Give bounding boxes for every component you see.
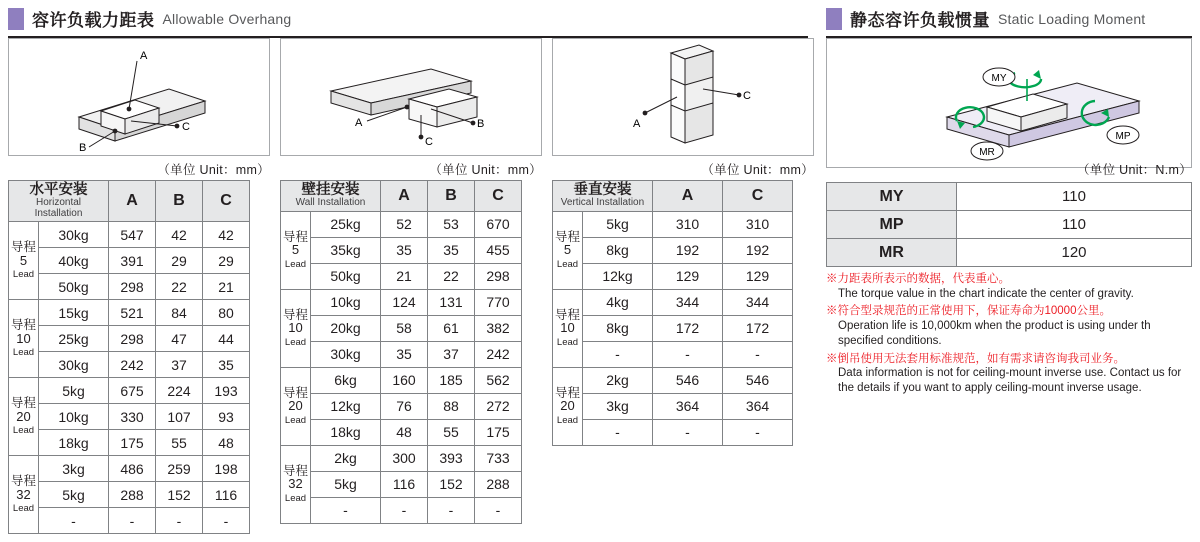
table-row [9, 482, 250, 508]
value-c: 29 [203, 248, 250, 274]
section-marker-bar [8, 8, 24, 30]
table-row [281, 315, 522, 341]
load-cell: 12kg [583, 263, 653, 289]
value-a: 344 [653, 289, 723, 315]
value-a: 35 [381, 341, 428, 367]
value-c: - [723, 419, 793, 445]
svg-text:MP: MP [1115, 131, 1131, 142]
value-c: 116 [203, 482, 250, 508]
value-c: - [203, 508, 250, 534]
lead-value: 32 [288, 476, 303, 492]
lead-group-10 [9, 300, 39, 378]
load-cell: 50kg [311, 263, 381, 289]
load-cell: 3kg [39, 456, 109, 482]
value-c: 93 [203, 404, 250, 430]
value-a: 116 [381, 471, 428, 497]
value-a: 192 [653, 237, 723, 263]
lead-label-en: Lead [12, 425, 35, 437]
lead-group-5 [281, 211, 311, 289]
value-b: 37 [156, 352, 203, 378]
table-row [9, 248, 250, 274]
load-cell: - [311, 497, 381, 523]
svg-text:MR: MR [979, 147, 995, 158]
lead-label-en: Lead [284, 336, 307, 348]
value-c: 288 [475, 471, 522, 497]
load-cell: - [39, 508, 109, 534]
value-b: 107 [156, 404, 203, 430]
load-cell: 25kg [311, 211, 381, 237]
value-a: 172 [653, 315, 723, 341]
lead-group-5 [553, 211, 583, 289]
load-cell: - [583, 419, 653, 445]
value-c: 193 [203, 378, 250, 404]
value-c: 770 [475, 289, 522, 315]
value-c: 455 [475, 237, 522, 263]
lead-group-32 [281, 445, 311, 523]
lead-value: 5 [291, 242, 300, 258]
load-cell: 6kg [311, 367, 381, 393]
table-row [9, 430, 250, 456]
table-title-cn: 垂直安装 [573, 182, 632, 198]
lead-group-10 [553, 289, 583, 367]
value-c: 192 [723, 237, 793, 263]
svg-text:C: C [182, 121, 190, 133]
lead-group-20 [281, 367, 311, 445]
value-a: 288 [109, 482, 156, 508]
value-a: - [653, 419, 723, 445]
value-b: 152 [428, 471, 475, 497]
lead-group-20 [9, 378, 39, 456]
lead-label-cn: 导程 [282, 463, 308, 478]
value-a: 521 [109, 300, 156, 326]
load-cell: 5kg [39, 378, 109, 404]
load-cell: 10kg [311, 289, 381, 315]
value-c: 310 [723, 211, 793, 237]
value-a: 330 [109, 404, 156, 430]
section-title-cn: 静态容许负载惯量 [850, 11, 990, 30]
svg-text:A: A [633, 118, 641, 130]
load-cell: 25kg [39, 326, 109, 352]
value-b: 55 [428, 419, 475, 445]
lead-group-20 [553, 367, 583, 445]
lead-group-32 [9, 456, 39, 534]
note-cn: ※符合型录规范的正常使用下，保证寿命为10000公里。 [826, 305, 1111, 318]
value-b: 152 [156, 482, 203, 508]
diagram-vertical-installation [552, 38, 814, 156]
table-row [281, 393, 522, 419]
value-c: 48 [203, 430, 250, 456]
table-title-en: Wall Installation [295, 197, 366, 209]
value-b: - [156, 508, 203, 534]
value-c: 272 [475, 393, 522, 419]
table-header-row [9, 181, 250, 222]
table-title-cn: 水平安装 [29, 182, 88, 198]
value-a: 242 [109, 352, 156, 378]
table-row [281, 367, 522, 393]
unit-label-horizontal: （单位 Unit：mm） [157, 163, 270, 177]
section-title-en: Allowable Overhang [162, 10, 292, 27]
value-b: 42 [156, 222, 203, 248]
note-en: Operation life is 10,000km when the product is using under th specified conditions. [838, 320, 1151, 347]
lead-label-cn: 导程 [10, 318, 36, 333]
value-a: - [381, 497, 428, 523]
value-a: 298 [109, 274, 156, 300]
table-row [281, 471, 522, 497]
lead-value: 10 [16, 330, 31, 346]
table-title-en: Vertical Installation [560, 197, 645, 209]
value-b: 55 [156, 430, 203, 456]
load-cell: 2kg [583, 367, 653, 393]
lead-label-cn: 导程 [282, 307, 308, 322]
svg-text:C: C [743, 90, 751, 102]
load-cell: 15kg [39, 300, 109, 326]
lead-label-en: Lead [556, 414, 579, 426]
note-en: Data information is not for ceiling-mount inverse use. Contact us for the details if you want to apply ceiling-mount inverse usage. [838, 367, 1182, 395]
value-a: 52 [381, 211, 428, 237]
load-cell: - [583, 341, 653, 367]
table-row [281, 263, 522, 289]
table-title-wall [281, 181, 381, 212]
table-row [553, 211, 793, 237]
column-header-a: A [109, 181, 156, 222]
value-b: 61 [428, 315, 475, 341]
table-horizontal-installation [8, 180, 250, 534]
moment-label-my: MY [827, 183, 957, 211]
load-cell: 50kg [39, 274, 109, 300]
value-a: 547 [109, 222, 156, 248]
table-title-en: Horizontal Installation [34, 197, 83, 219]
unit-label-moment: （单位 Unit：N.m） [1076, 163, 1192, 177]
table-title-cn: 壁挂安装 [301, 182, 360, 198]
value-c: 198 [203, 456, 250, 482]
svg-text:C: C [425, 136, 433, 148]
lead-label-en: Lead [556, 336, 579, 348]
lead-value: 10 [288, 320, 303, 336]
load-cell: 10kg [39, 404, 109, 430]
section-header-static-loading-moment [826, 6, 1192, 38]
table-row [9, 222, 250, 248]
lead-label-en: Lead [556, 258, 579, 270]
table-row [281, 211, 522, 237]
value-c: 344 [723, 289, 793, 315]
table-header-row [553, 181, 793, 212]
load-cell: 40kg [39, 248, 109, 274]
lead-value: 20 [288, 398, 303, 414]
table-row [553, 393, 793, 419]
table-row [9, 274, 250, 300]
lead-group-5 [9, 222, 39, 300]
note-item [826, 272, 1198, 301]
load-cell: 5kg [583, 211, 653, 237]
value-a: 298 [109, 326, 156, 352]
table-row [281, 341, 522, 367]
value-b: 22 [156, 274, 203, 300]
table-row [281, 445, 522, 471]
value-c: - [723, 341, 793, 367]
lead-group-10 [281, 289, 311, 367]
value-c: 21 [203, 274, 250, 300]
note-item [826, 304, 1198, 348]
table-row [9, 508, 250, 534]
lead-label-en: Lead [284, 258, 307, 270]
lead-label-cn: 导程 [10, 240, 36, 255]
load-cell: 3kg [583, 393, 653, 419]
value-a: 675 [109, 378, 156, 404]
value-b: 37 [428, 341, 475, 367]
svg-text:B: B [79, 142, 87, 154]
table-row [281, 289, 522, 315]
lead-label-cn: 导程 [282, 385, 308, 400]
load-cell: 5kg [311, 471, 381, 497]
svg-text:MY: MY [991, 73, 1007, 84]
svg-text:A: A [140, 50, 148, 62]
column-header-b: B [156, 181, 203, 222]
value-a: 391 [109, 248, 156, 274]
table-row [553, 367, 793, 393]
column-header-c: C [723, 181, 793, 212]
table-title-vertical [553, 181, 653, 212]
load-cell: 30kg [39, 352, 109, 378]
value-a: 546 [653, 367, 723, 393]
load-cell: 2kg [311, 445, 381, 471]
load-cell: 8kg [583, 237, 653, 263]
value-c: 298 [475, 263, 522, 289]
unit-label-wall: （单位 Unit：mm） [429, 163, 542, 177]
diagram-horizontal-installation [8, 38, 270, 156]
value-a: - [109, 508, 156, 534]
load-cell: 30kg [311, 341, 381, 367]
note-en: The torque value in the chart indicate the center of gravity. [838, 287, 1134, 300]
value-c: 733 [475, 445, 522, 471]
value-a: 58 [381, 315, 428, 341]
value-b: - [428, 497, 475, 523]
lead-label-cn: 导程 [282, 229, 308, 244]
value-c: 35 [203, 352, 250, 378]
diagram-wall-installation [280, 38, 542, 156]
value-c: 382 [475, 315, 522, 341]
table-row [553, 289, 793, 315]
load-cell: 18kg [311, 419, 381, 445]
column-header-b: B [428, 181, 475, 212]
table-row [553, 263, 793, 289]
lead-label-cn: 导程 [10, 474, 36, 489]
value-a: 35 [381, 237, 428, 263]
value-c: 80 [203, 300, 250, 326]
value-a: 48 [381, 419, 428, 445]
table-row [553, 237, 793, 263]
table-header-row [281, 181, 522, 212]
lead-label-en: Lead [12, 347, 35, 359]
table-row [827, 183, 1192, 211]
load-cell: 30kg [39, 222, 109, 248]
value-a: 160 [381, 367, 428, 393]
table-row [281, 237, 522, 263]
column-header-c: C [203, 181, 250, 222]
value-c: 670 [475, 211, 522, 237]
value-b: 47 [156, 326, 203, 352]
svg-text:B: B [477, 118, 485, 130]
svg-text:A: A [355, 117, 363, 129]
table-title-horizontal [9, 181, 109, 222]
value-c: 175 [475, 419, 522, 445]
value-c: 562 [475, 367, 522, 393]
column-header-c: C [475, 181, 522, 212]
lead-value: 5 [563, 242, 572, 258]
moment-value-mr: 120 [957, 239, 1192, 267]
load-cell: 5kg [39, 482, 109, 508]
lead-label-en: Lead [284, 492, 307, 504]
lead-value: 20 [560, 398, 575, 414]
value-b: 84 [156, 300, 203, 326]
value-a: 76 [381, 393, 428, 419]
note-cn: ※倒吊使用无法套用标准规范，如有需求请咨询我司业务。 [826, 352, 1125, 365]
table-row [827, 239, 1192, 267]
note-item [826, 352, 1198, 396]
load-cell: 12kg [311, 393, 381, 419]
lead-label-cn: 导程 [554, 385, 580, 400]
value-a: - [653, 341, 723, 367]
lead-label-cn: 导程 [10, 396, 36, 411]
moment-value-my: 110 [957, 183, 1192, 211]
value-c: 172 [723, 315, 793, 341]
table-vertical-installation [552, 180, 793, 446]
column-header-a: A [381, 181, 428, 212]
section-title-cn: 容许负载力距表 [32, 11, 155, 30]
value-a: 175 [109, 430, 156, 456]
value-a: 129 [653, 263, 723, 289]
lead-label-cn: 导程 [554, 229, 580, 244]
load-cell: 20kg [311, 315, 381, 341]
value-b: 35 [428, 237, 475, 263]
note-cn: ※力距表所表示的数据，代表重心。 [826, 273, 1010, 285]
lead-value: 20 [16, 408, 31, 424]
table-row [9, 300, 250, 326]
table-row [553, 419, 793, 445]
value-a: 364 [653, 393, 723, 419]
moment-label-mr: MR [827, 239, 957, 267]
value-b: 259 [156, 456, 203, 482]
value-b: 53 [428, 211, 475, 237]
value-a: 486 [109, 456, 156, 482]
lead-value: 10 [560, 320, 575, 336]
table-row [9, 404, 250, 430]
table-static-loading-moment [826, 182, 1192, 267]
load-cell: 35kg [311, 237, 381, 263]
value-c: 546 [723, 367, 793, 393]
moment-value-mp: 110 [957, 211, 1192, 239]
table-row [281, 497, 522, 523]
table-row [9, 352, 250, 378]
lead-label-en: Lead [284, 414, 307, 426]
load-cell: 4kg [583, 289, 653, 315]
table-row [827, 211, 1192, 239]
load-cell: 18kg [39, 430, 109, 456]
value-c: 129 [723, 263, 793, 289]
lead-label-en: Lead [12, 503, 35, 515]
section-header-allowable-overhang [8, 6, 808, 38]
diagram-static-loading-moment [826, 38, 1192, 168]
lead-value: 32 [16, 486, 31, 502]
value-b: 88 [428, 393, 475, 419]
notes-block [826, 272, 1198, 399]
value-a: 124 [381, 289, 428, 315]
section-title-en: Static Loading Moment [998, 10, 1146, 27]
value-c: 242 [475, 341, 522, 367]
value-c: 364 [723, 393, 793, 419]
table-row [9, 378, 250, 404]
value-c: - [475, 497, 522, 523]
value-a: 21 [381, 263, 428, 289]
value-a: 300 [381, 445, 428, 471]
table-row [553, 341, 793, 367]
lead-value: 5 [19, 252, 28, 268]
column-header-a: A [653, 181, 723, 212]
value-b: 29 [156, 248, 203, 274]
value-c: 42 [203, 222, 250, 248]
load-cell: 8kg [583, 315, 653, 341]
lead-label-en: Lead [12, 269, 35, 281]
value-a: 310 [653, 211, 723, 237]
moment-label-mp: MP [827, 211, 957, 239]
value-b: 185 [428, 367, 475, 393]
section-marker-bar [826, 8, 842, 30]
value-b: 393 [428, 445, 475, 471]
table-row [553, 315, 793, 341]
value-b: 224 [156, 378, 203, 404]
table-row [281, 419, 522, 445]
unit-label-vertical: （单位 Unit：mm） [701, 163, 814, 177]
value-b: 22 [428, 263, 475, 289]
value-c: 44 [203, 326, 250, 352]
lead-label-cn: 导程 [554, 307, 580, 322]
table-row [9, 326, 250, 352]
table-row [9, 456, 250, 482]
table-wall-installation [280, 180, 522, 524]
value-b: 131 [428, 289, 475, 315]
